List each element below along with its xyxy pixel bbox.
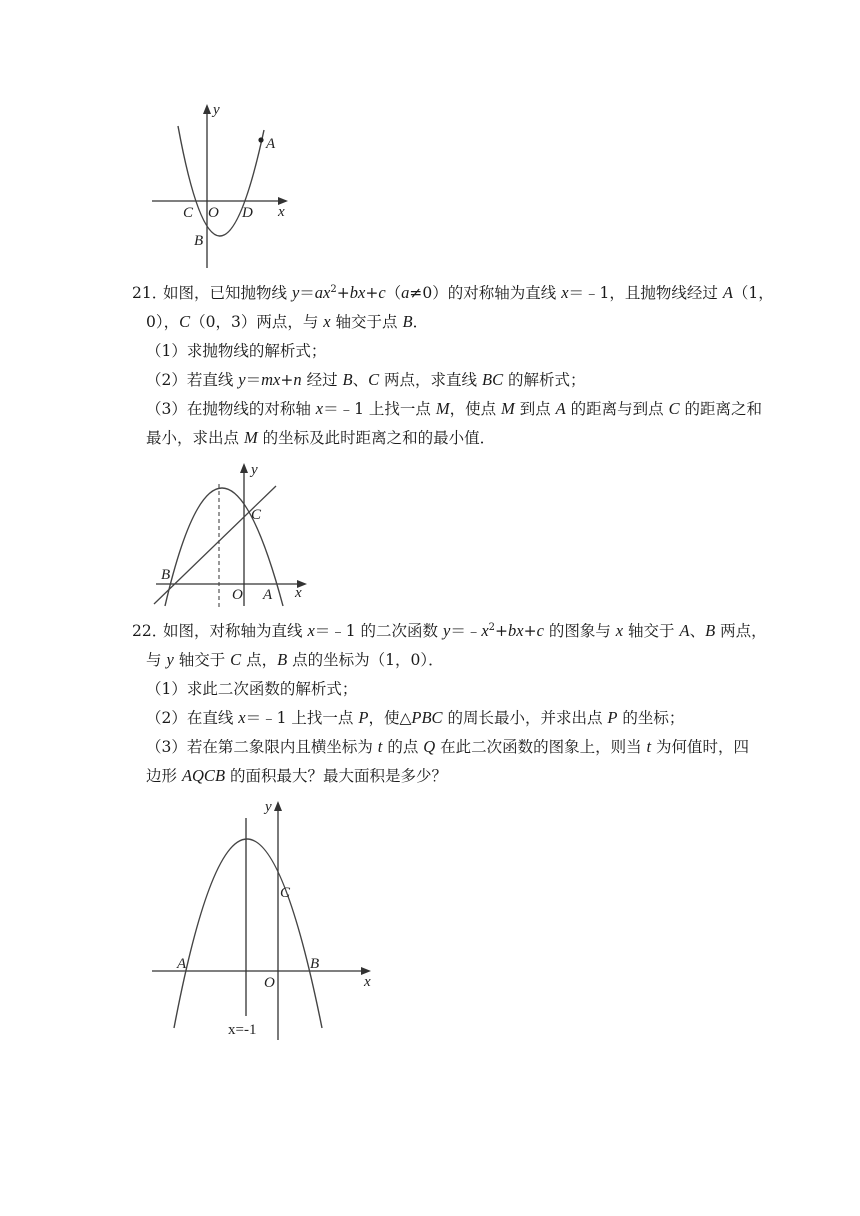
label-c: C bbox=[251, 507, 262, 523]
label-y: y bbox=[251, 462, 258, 478]
label-a: A bbox=[266, 136, 276, 152]
label-x: x bbox=[364, 974, 371, 990]
label-b: B bbox=[310, 956, 320, 972]
label-b: B bbox=[194, 233, 204, 249]
label-symmetry-axis: x=-1 bbox=[228, 1022, 257, 1038]
y-axis-arrow bbox=[240, 463, 248, 473]
question-22-part-3-cont: 边形 AQCB 的面积最大？最大面积是多少？ bbox=[146, 766, 447, 785]
label-y: y bbox=[213, 102, 220, 118]
label-b: B bbox=[161, 567, 171, 583]
line-bc bbox=[154, 486, 276, 604]
label-a: A bbox=[177, 956, 187, 972]
question-22-number: 22． bbox=[132, 622, 168, 640]
question-21-number: 21． bbox=[132, 284, 168, 302]
label-y: y bbox=[265, 799, 272, 815]
question-22-line-1: 如图，对称轴为直线 x＝﹣1 的二次函数 $y=﹣x^2+bx+c$ 的图象与 x 轴交于 A、B 两点， bbox=[163, 621, 767, 640]
question-22-part-1: （1）求此二次函数的解析式； bbox=[146, 680, 358, 698]
question-22-part-3: （3）若在第二象限内且横坐标为 t 的点 Q 在此二次函数的图象上，则当 t 为何值时，四 bbox=[146, 737, 750, 756]
question-21-line-1: 如图，已知抛物线 $y=ax^2+bx+c(a\ne 0)$的对称轴为直线 x＝﹣1，且抛物线经过 A（1， bbox=[163, 283, 774, 302]
label-o: O bbox=[208, 205, 219, 221]
figure-1 bbox=[150, 100, 300, 275]
label-c: C bbox=[280, 885, 291, 901]
label-x: x bbox=[278, 204, 285, 220]
y-axis-arrow bbox=[274, 801, 282, 811]
question-21-part-3-cont: 最小，求出点 M 的坐标及此时距离之和的最小值． bbox=[146, 428, 496, 447]
figure-21 bbox=[150, 458, 320, 608]
label-x: x bbox=[295, 585, 302, 601]
label-o: O bbox=[264, 975, 275, 991]
point-a bbox=[258, 137, 263, 142]
question-21-part-3: （3）在抛物线的对称轴 x＝﹣1 上找一点 M，使点 M 到点 A 的距离与到点 C 的距离之和 bbox=[146, 399, 763, 418]
question-22-part-2: （2）在直线 x＝﹣1 上找一点 P，使△PBC 的周长最小，并求出点 P 的坐标； bbox=[146, 708, 685, 727]
label-a: A bbox=[263, 587, 273, 603]
question-21-part-2: （2）若直线 y＝mx+n 经过 B、C 两点，求直线 BC 的解析式； bbox=[146, 370, 586, 389]
parabola bbox=[174, 839, 322, 1028]
question-21-line-2: 0），C（0，3）两点，与 x 轴交于点 B． bbox=[146, 312, 429, 331]
label-d: D bbox=[242, 205, 253, 221]
question-21-part-1: （1）求抛物线的解析式； bbox=[146, 342, 327, 360]
label-c: C bbox=[183, 205, 194, 221]
label-o: O bbox=[232, 587, 243, 603]
question-22-line-2: 与 y 轴交于 C 点，B 点的坐标为（1，0）． bbox=[146, 650, 444, 669]
figure-22 bbox=[150, 798, 380, 1048]
y-axis-arrow bbox=[203, 104, 211, 114]
